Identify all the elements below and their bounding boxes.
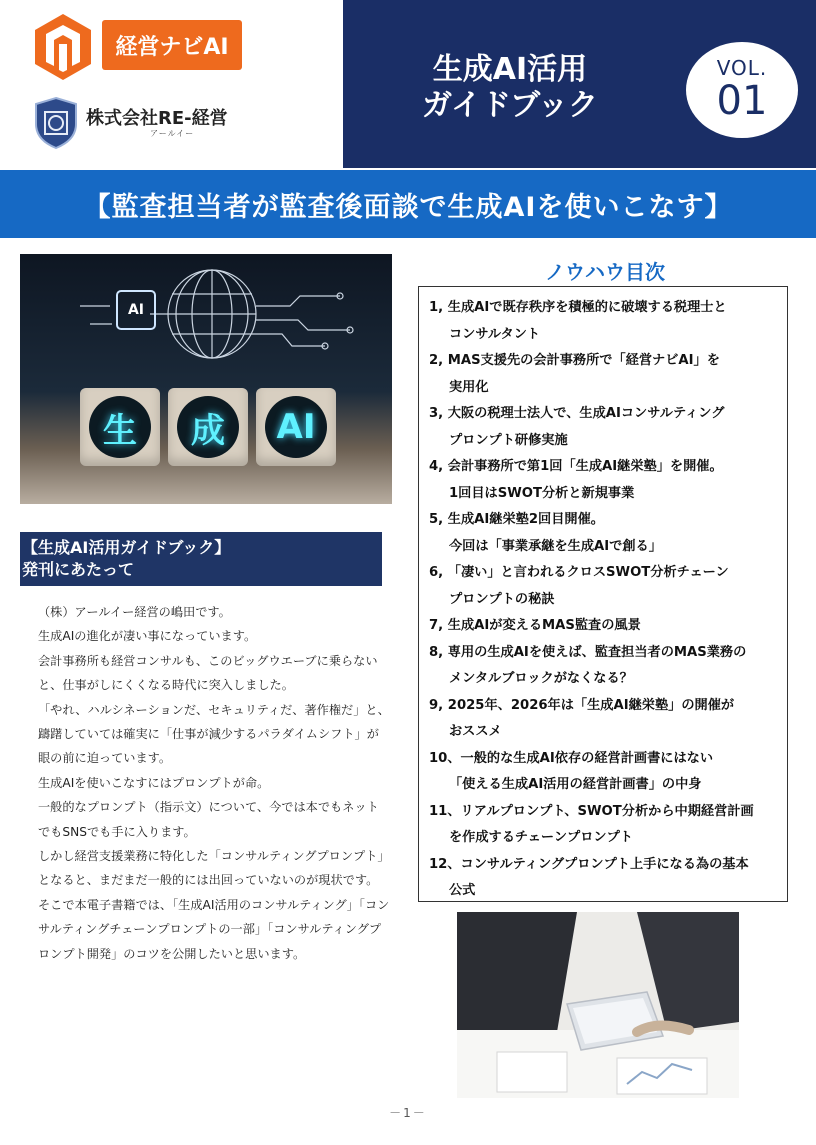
intro-paragraph: 「やれ、ハルシネーションだ、セキュリティだ、著作権だ」と、躊躇していては確実に「仕事が減少するパラダイムシフト」が眼の前に迫っています。 bbox=[38, 702, 390, 766]
toc-item bbox=[429, 454, 783, 507]
toc-box bbox=[418, 286, 788, 902]
ai-cube-label: 成 bbox=[177, 396, 239, 458]
volume-number: 01 bbox=[716, 78, 768, 124]
guidebook-title-line1: 生成AI活用 bbox=[432, 52, 588, 87]
toc-item bbox=[429, 693, 783, 746]
ai-cube bbox=[256, 388, 336, 466]
intro-paragraph: 一般的なプロンプト（指示文）について、今では本でもネットでもSNSでも手に入ります。 bbox=[38, 800, 379, 839]
intro-heading-line1: 【生成AI活用ガイドブック】 bbox=[22, 538, 231, 557]
intro-paragraph: 生成AIを使いこなすにはプロンプトが命。 bbox=[38, 775, 270, 790]
intro-heading-line2: 発刊にあたって bbox=[22, 560, 135, 579]
toc-list bbox=[429, 295, 783, 905]
toc-title: ノウハウ目次 bbox=[545, 260, 665, 284]
toc-item-line1: 2, MAS支援先の会計事務所で「経営ナビAI」を bbox=[429, 353, 720, 368]
toc-item bbox=[429, 613, 783, 640]
toc-item bbox=[429, 799, 783, 852]
toc-item-line1: 3, 大阪の税理士法人で、生成AIコンサルティング bbox=[429, 406, 725, 421]
intro-paragraph: しかし経営支援業務に特化した「コンサルティングプロンプト」となると、まだまだ一般的には出回っていないのが現状です。 bbox=[38, 849, 390, 888]
intro-heading bbox=[20, 532, 382, 586]
guidebook-title-line2: ガイドブック bbox=[421, 88, 599, 123]
toc-item-line2: メンタルブロックがなくなる？ bbox=[449, 671, 633, 686]
toc-item-line2: 「使える生成AI活用の経営計画書」の中身 bbox=[449, 777, 702, 792]
toc-item-line2: 1回目はSWOT分析と新規事業 bbox=[449, 485, 635, 501]
toc-item bbox=[429, 401, 783, 454]
globe-circuit-icon bbox=[20, 254, 392, 504]
toc-item bbox=[429, 348, 783, 401]
toc-item-line1: 9, 2025年、2026年は「生成AI継栄塾」の開催が bbox=[429, 697, 735, 713]
intro-paragraph: 会計事務所も経営コンサルも、このビッグウエーブに乗らないと、仕事がしにくくなる時代に突入しました。 bbox=[38, 653, 378, 693]
toc-item bbox=[429, 746, 783, 799]
brand-hexagon-icon bbox=[32, 12, 94, 82]
company-shield-icon bbox=[32, 96, 80, 150]
ai-cube-row bbox=[80, 388, 336, 466]
ai-cube bbox=[168, 388, 248, 466]
company-ruby: アールイー bbox=[150, 129, 195, 138]
toc-item-line2: プロンプトの秘訣 bbox=[449, 591, 555, 607]
toc-item-line2: プロンプト研修実施 bbox=[449, 432, 568, 448]
business-meeting-image bbox=[457, 912, 739, 1098]
toc-item-line1: 5, 生成AI継栄塾2回目開催。 bbox=[429, 512, 604, 527]
toc-item-line2: 公式 bbox=[449, 883, 476, 898]
toc-item bbox=[429, 852, 783, 905]
toc-item-line1: 7, 生成AIが変えるMAS監査の風景 bbox=[429, 618, 641, 633]
ai-cubes-image bbox=[20, 254, 392, 504]
toc-item-line1: 10、一般的な生成AI依存の経営計画書にはない bbox=[429, 750, 714, 766]
company-logo bbox=[32, 96, 252, 152]
toc-item bbox=[429, 560, 783, 613]
ai-cube-label: 生 bbox=[89, 396, 151, 458]
ai-cube bbox=[80, 388, 160, 466]
toc-item-line2: コンサルタント bbox=[449, 326, 541, 342]
intro-paragraph: （株）アールイー経営の嶋田です。 bbox=[38, 605, 231, 619]
toc-item-line1: 6, 「凄い」と言われるクロスSWOT分析チェーン bbox=[429, 565, 729, 580]
meeting-illustration-icon bbox=[457, 912, 739, 1098]
toc-item-line1: 1, 生成AIで既存秩序を積極的に破壊する税理士と bbox=[429, 300, 727, 315]
toc-item bbox=[429, 507, 783, 560]
volume-badge bbox=[686, 42, 798, 138]
intro-body bbox=[38, 600, 390, 966]
toc-item-line1: 11、リアルプロンプト、SWOT分析から中期経営計画 bbox=[429, 803, 754, 819]
toc-item-line2: を作成するチェーンプロンプト bbox=[449, 830, 633, 845]
toc-item-line1: 12、コンサルティングプロンプト上手になる為の基本 bbox=[429, 856, 749, 872]
brand-logo bbox=[32, 8, 242, 84]
toc-item bbox=[429, 640, 783, 693]
toc-item-line2: 今回は「事業承継を生成AIで創る」 bbox=[449, 538, 662, 554]
intro-paragraph: 生成AIの進化が凄い事になっています。 bbox=[38, 629, 257, 644]
ai-cube-label: AI bbox=[265, 396, 327, 458]
page-title-banner: 【監査担当者が監査後面談で生成AIを使いこなす】 bbox=[0, 170, 816, 238]
toc-item-line1: 4, 会計事務所で第1回「生成AI継栄塾」を開催。 bbox=[429, 459, 723, 474]
toc-item-line1: 8, 専用の生成AIを使えば、監査担当者のMAS業務の bbox=[429, 644, 747, 660]
brand-logo-text: 経営ナビAI bbox=[102, 20, 242, 70]
toc-item bbox=[429, 295, 783, 348]
toc-item-line2: おススメ bbox=[449, 724, 502, 739]
intro-paragraph: そこで本電子書籍では、「生成AI活用のコンサルティング」「コンサルティングチェーンプロンプトの一部」「コンサルティングプロンプト開発」のコツを公開したいと思います。 bbox=[38, 897, 390, 961]
toc-item-line2: 実用化 bbox=[449, 379, 489, 395]
guidebook-title bbox=[400, 52, 620, 124]
ai-chip-icon: AI bbox=[116, 290, 156, 330]
page-number: －1－ bbox=[389, 1106, 427, 1120]
company-name: 株式会社RE-経営 bbox=[86, 108, 228, 129]
volume-label: VOL. bbox=[716, 56, 768, 80]
